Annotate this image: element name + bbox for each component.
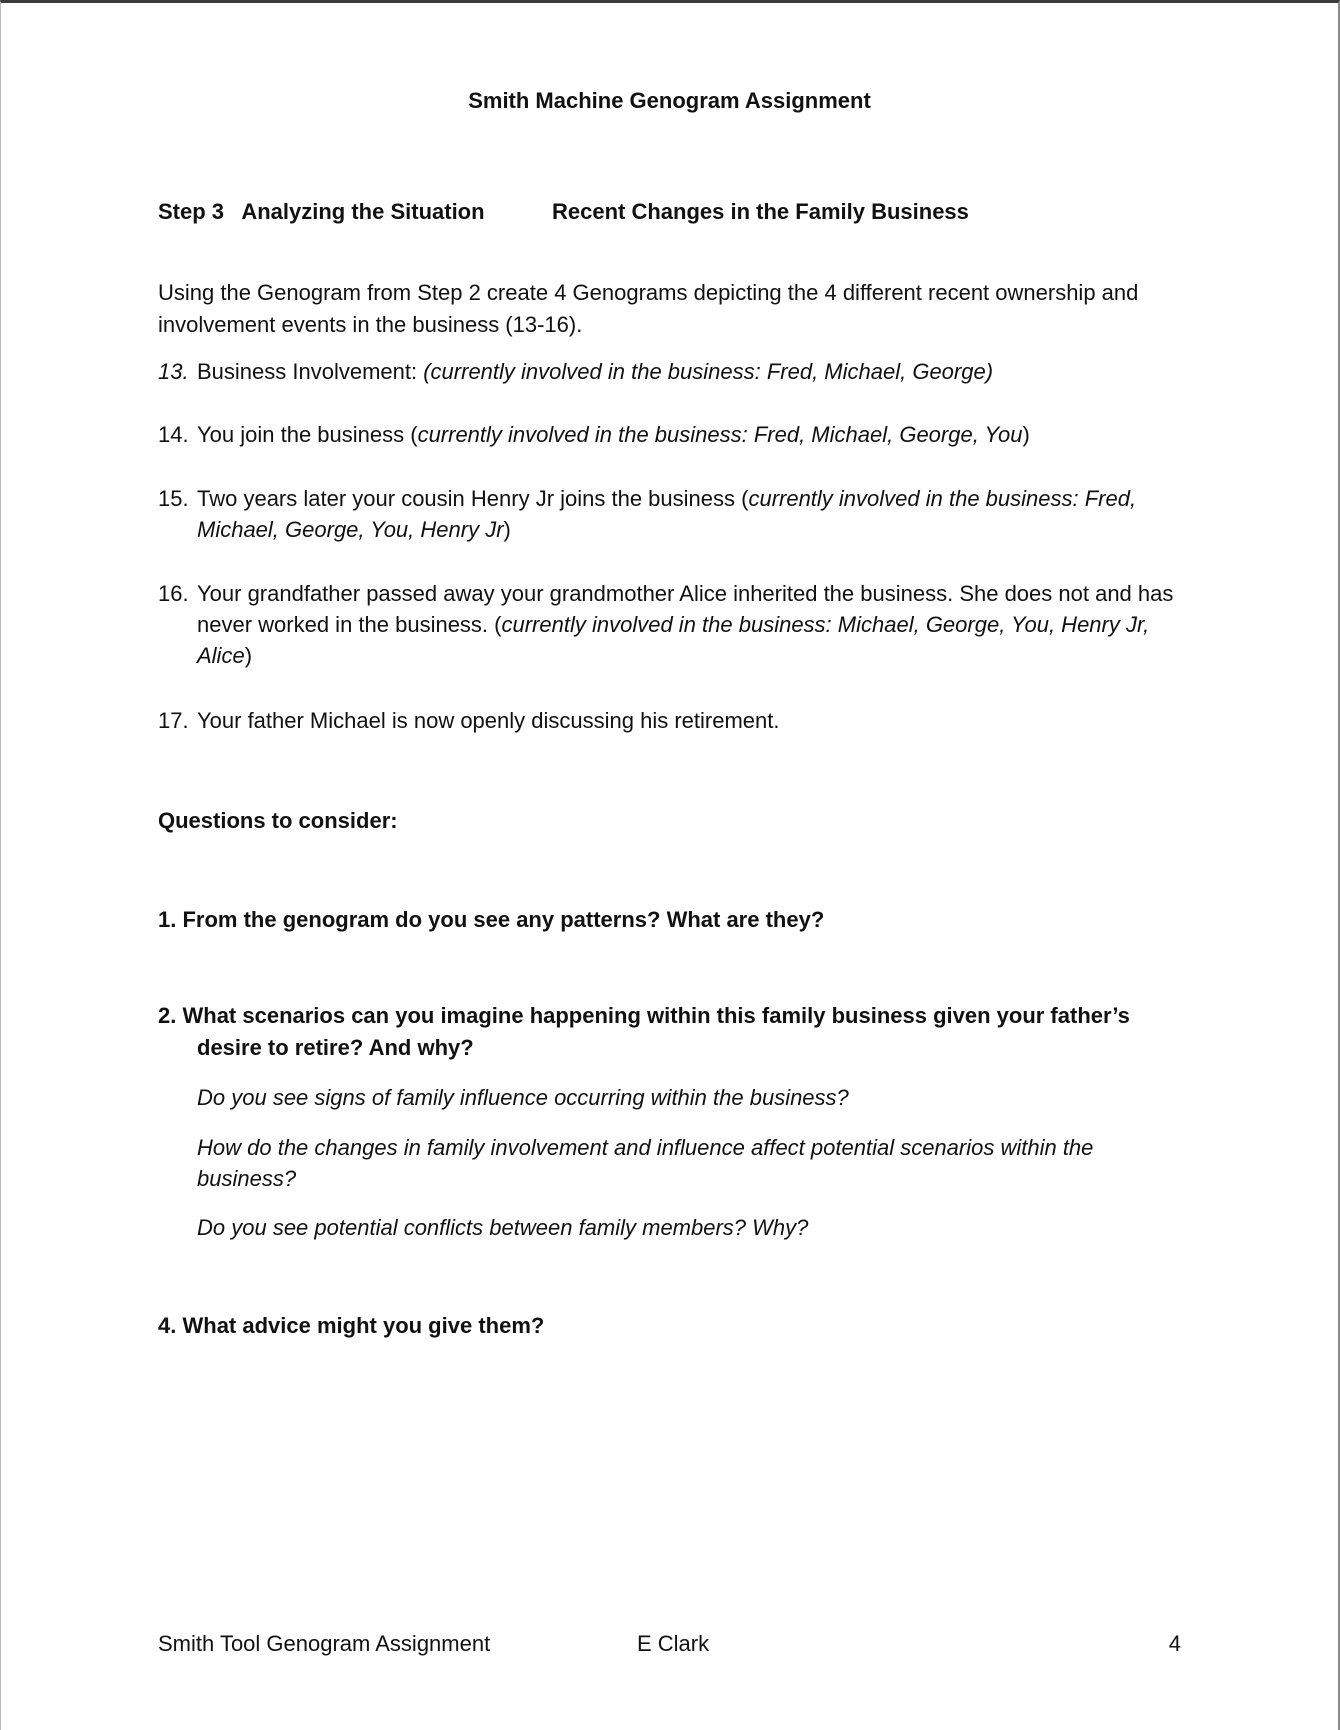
list-item-17 bbox=[158, 705, 1188, 736]
step-title: Analyzing the Situation bbox=[241, 199, 485, 224]
item-number: 13. bbox=[158, 359, 189, 384]
item-number: 16. bbox=[158, 581, 189, 606]
item-number: 15. bbox=[158, 486, 189, 511]
step-label: Step 3 bbox=[158, 199, 225, 224]
question-text: What advice might you give them? bbox=[182, 1313, 545, 1338]
item-involvement: currently involved in the business: Fred, Michael, George, You bbox=[417, 422, 1023, 447]
item-text: Business Involvement: bbox=[197, 359, 424, 384]
list-item-14 bbox=[158, 419, 1188, 450]
item-involvement: currently involved in the business: Fred, Michael, George, You, Henry Jr bbox=[197, 486, 1137, 542]
list-item-13 bbox=[158, 356, 1188, 387]
item-close: ) bbox=[1022, 422, 1030, 447]
question-number: 4. bbox=[158, 1313, 177, 1338]
footer-title: Smith Tool Genogram Assignment bbox=[158, 1631, 491, 1656]
question-text: What scenarios can you imagine happening within this family business given your father’s desire to retire? And why? bbox=[182, 1003, 1130, 1060]
item-text: Your grandfather passed away your grandmother Alice inherited the business. She does not and has never worked in the business. ( bbox=[197, 581, 1174, 637]
item-close: ) bbox=[503, 517, 511, 542]
question-4 bbox=[158, 1310, 1188, 1342]
sub-question-family-influence: Do you see signs of family influence occurring within the business? bbox=[197, 1085, 849, 1110]
question-1 bbox=[158, 904, 1188, 936]
section-heading: Recent Changes in the Family Business bbox=[552, 199, 969, 224]
item-text: Two years later your cousin Henry Jr joins the business ( bbox=[197, 486, 749, 511]
item-close: ) bbox=[244, 643, 253, 668]
sub-question-changes: How do the changes in family involvement and influence affect potential scenarios within the business? bbox=[197, 1135, 1094, 1191]
item-text: Your father Michael is now openly discussing his retirement. bbox=[197, 708, 780, 733]
item-involvement: currently involved in the business: Michael, George, You, Henry Jr, Alice bbox=[197, 612, 1150, 668]
document-title: Smith Machine Genogram Assignment bbox=[468, 88, 871, 113]
item-involvement: (currently involved in the business: Fred, Michael, George) bbox=[423, 359, 994, 384]
questions-heading: Questions to consider: bbox=[158, 808, 398, 833]
footer-author: E Clark bbox=[637, 1631, 710, 1656]
question-number: 1. bbox=[158, 907, 177, 932]
sub-question-conflicts: Do you see potential conflicts between family members? Why? bbox=[197, 1215, 809, 1240]
question-number: 2. bbox=[158, 1003, 177, 1028]
intro-paragraph: Using the Genogram from Step 2 create 4 Genograms depicting the 4 different recent ownership and involvement events in the business (13-16). bbox=[158, 280, 1139, 337]
page-number: 4 bbox=[1168, 1631, 1181, 1656]
item-text: You join the business ( bbox=[197, 422, 418, 447]
item-number: 17. bbox=[158, 708, 189, 733]
list-item-15 bbox=[158, 483, 1188, 545]
question-2 bbox=[158, 1000, 1188, 1064]
list-item-16 bbox=[158, 578, 1188, 671]
item-number: 14. bbox=[158, 422, 189, 447]
question-text: From the genogram do you see any patterns? What are they? bbox=[182, 907, 825, 932]
step-heading bbox=[158, 199, 485, 225]
